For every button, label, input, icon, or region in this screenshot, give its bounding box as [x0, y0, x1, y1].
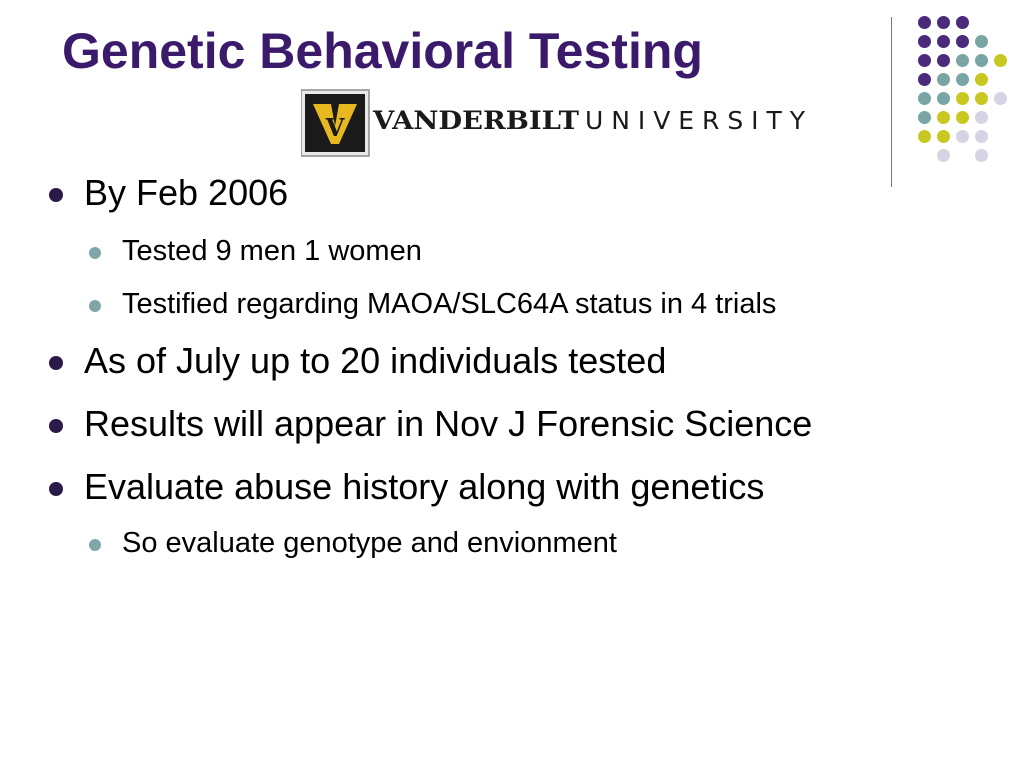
logo-word-vanderbilt: VANDERBILT [371, 106, 580, 135]
bullet-marker [89, 247, 101, 259]
logo-mark: V [325, 113, 345, 142]
bullet-item: As of July up to 20 individuals tested [84, 340, 667, 381]
bullet-marker [49, 482, 63, 496]
sub-bullet-item: So evaluate genotype and envionment [122, 527, 617, 559]
bullet-item: By Feb 2006 [84, 172, 289, 213]
bullet-marker [49, 356, 63, 370]
bullet-item: Evaluate abuse history along with genetics [84, 466, 765, 507]
bullet-marker [49, 419, 63, 433]
bullet-marker [89, 539, 101, 551]
slide-title: Genetic Behavioral Testing [62, 23, 703, 79]
logo-word-university: UNIVERSITY [585, 106, 805, 135]
bullet-item: Results will appear in Nov J Forensic Science [84, 403, 813, 444]
sub-bullet-item: Tested 9 men 1 women [122, 235, 422, 267]
sub-bullet-item: Testified regarding MAOA/SLC64A status in 4 trials [122, 288, 777, 320]
bullet-marker [89, 300, 101, 312]
bullet-marker [49, 188, 63, 202]
